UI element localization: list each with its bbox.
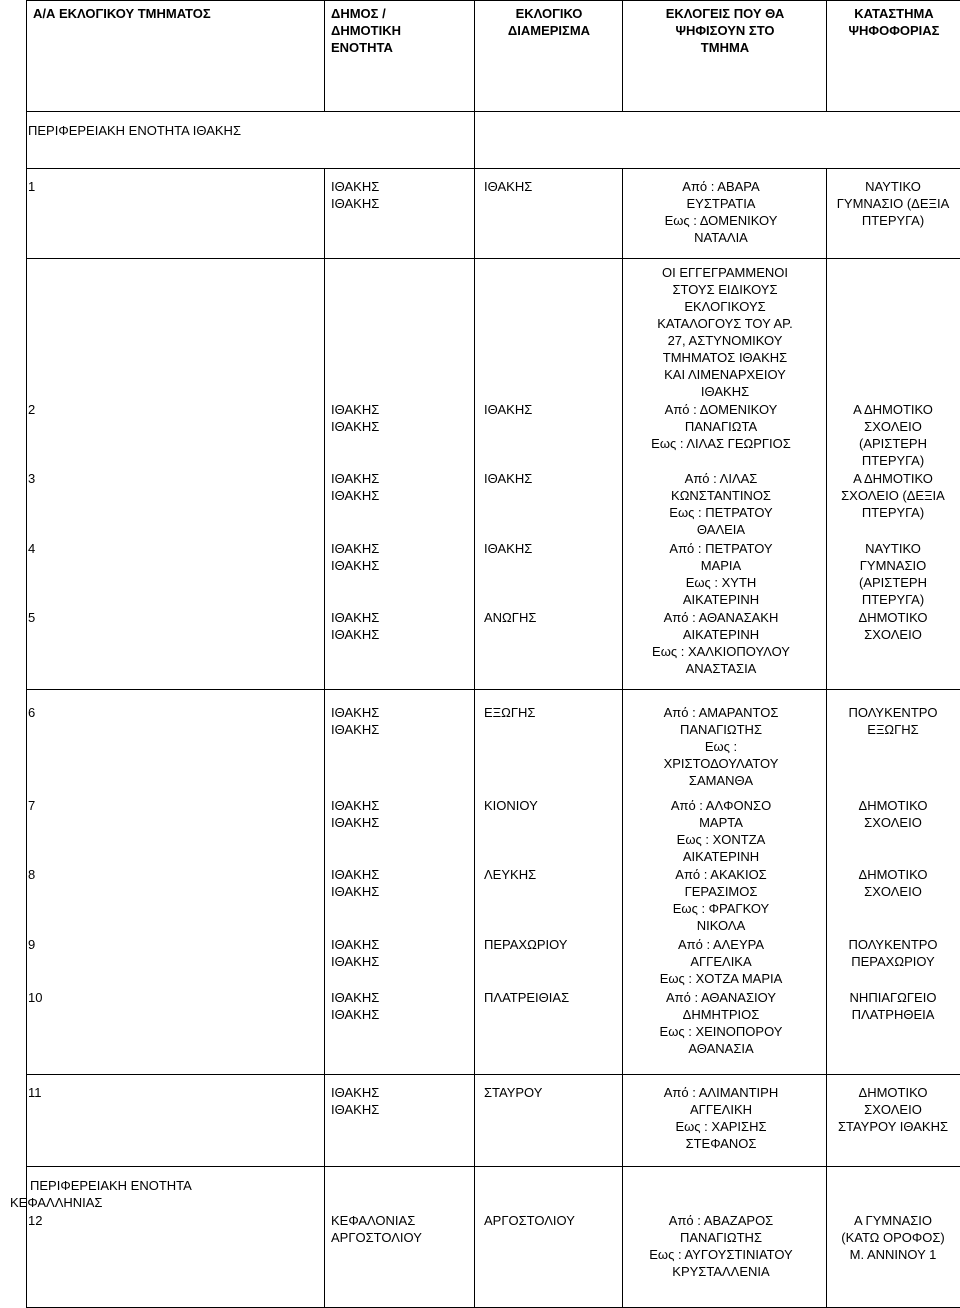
header-store-line: ΨΗΦΟΦΟΡΙΑΣ — [848, 23, 940, 38]
section-number: 1 — [28, 179, 36, 194]
header-municipality-line: ΔΗΜΟΣ / — [331, 6, 386, 21]
polling-store-line: ΣΧΟΛΕΙΟ (ΔΕΞΙΑ — [841, 488, 945, 503]
polling-store-line: ΣΤΑΥΡΟΥ ΙΘΑΚΗΣ — [837, 1119, 949, 1134]
polling-store — [826, 704, 960, 738]
voter-range — [616, 401, 826, 452]
district: ΙΘΑΚΗΣ — [484, 402, 533, 417]
district: ΠΕΡΑΧΩΡΙΟΥ — [484, 937, 568, 952]
municipality-line: ΑΡΓΟΣΤΟΛΙΟΥ — [331, 1230, 422, 1245]
voter-range — [616, 1084, 826, 1152]
voter-range-line: Εως : ΧΕΙΝΟΠΟΡΟΥ — [659, 1024, 783, 1039]
voter-range-line: Από : ΑΚΑΚΙΟΣ — [675, 867, 767, 882]
voter-range-line: ΘΑΛΕΙΑ — [696, 522, 746, 537]
municipality-line: ΙΘΑΚΗΣ — [331, 884, 380, 899]
voter-range-line: ΚΡΥΣΤΑΛΛΕΝΙΑ — [672, 1264, 770, 1279]
voter-range-line: Από : ΑΛΦΟΝΣΟ — [670, 798, 772, 813]
grid-line — [26, 689, 27, 1074]
polling-store-line: ΝΑΥΤΙΚΟ — [865, 179, 921, 194]
voter-range-line: ΧΡΙΣΤΟΔΟΥΛΑΤΟΥ — [663, 756, 779, 771]
section-number: 2 — [28, 402, 36, 417]
voter-range-line: Εως : ΧΑΡΙΣΗΣ — [675, 1119, 767, 1134]
municipality — [331, 540, 471, 574]
voter-range-line: Από : ΑΘΑΝΑΣΑΚΗ — [663, 610, 779, 625]
municipality-line: ΙΘΑΚΗΣ — [331, 541, 380, 556]
district: ΛΕΥΚΗΣ — [484, 867, 537, 882]
municipality — [331, 401, 471, 435]
grid-line — [474, 111, 475, 168]
header-municipality-line: ΕΝΟΤΗΤΑ — [331, 40, 393, 55]
municipality-line: ΙΘΑΚΗΣ — [331, 798, 380, 813]
voter-range-line: ΑΝΑΣΤΑΣΙΑ — [685, 661, 757, 676]
polling-store-line: ΠΤΕΡΥΓΑ) — [861, 213, 925, 228]
polling-store — [826, 989, 960, 1023]
special-note-line: ΚΑΙ ΛΙΜΕΝΑΡΧΕΙΟΥ — [664, 367, 786, 382]
voter-range — [616, 866, 826, 934]
region-kefalonia-title-line: ΠΕΡΙΦΕΡΕΙΑΚΗ ΕΝΟΤΗΤΑ — [30, 1178, 192, 1193]
voter-range-line: ΑΙΚΑΤΕΡΙΝΗ — [682, 592, 760, 607]
polling-store — [826, 1084, 960, 1135]
polling-store — [826, 401, 960, 469]
polling-store-line: ΠΤΕΡΥΓΑ) — [861, 505, 925, 520]
voter-range-line: ΣΑΜΑΝΘΑ — [688, 773, 754, 788]
header-store — [828, 5, 960, 39]
municipality-line: ΙΘΑΚΗΣ — [331, 488, 380, 503]
municipality-line: ΙΘΑΚΗΣ — [331, 627, 380, 642]
voter-range-line: Από : ΑΛΕΥΡΑ — [677, 937, 765, 952]
region-ithaca-title — [28, 122, 468, 139]
grid-line — [324, 1074, 325, 1166]
section-number: 7 — [28, 798, 36, 813]
voter-range-line: Εως : ΠΕΤΡΑΤΟΥ — [669, 505, 773, 520]
municipality-line: ΙΘΑΚΗΣ — [331, 867, 380, 882]
polling-store-line: ΠΕΡΑΧΩΡΙΟΥ — [851, 954, 935, 969]
region-ithaca-title-line: ΠΕΡΙΦΕΡΕΙΑΚΗ ΕΝΟΤΗΤΑ ΙΘΑΚΗΣ — [28, 123, 241, 138]
voter-range-line: ΝΑΤΑΛΙΑ — [694, 230, 748, 245]
grid-line — [474, 1166, 475, 1307]
section-number: 4 — [28, 541, 36, 556]
grid-line — [324, 689, 325, 1074]
municipality — [331, 866, 471, 900]
section-number: 10 — [28, 990, 43, 1005]
district: ΠΛΑΤΡΕΙΘΙΑΣ — [484, 990, 570, 1005]
voter-range-line: Από : ΑΒΑΖΑΡΟΣ — [668, 1213, 774, 1228]
voter-range — [616, 1212, 826, 1280]
voter-range-line: ΑΓΓΕΛΙΚΗ — [689, 1102, 753, 1117]
municipality — [331, 704, 471, 738]
grid-line — [474, 1074, 475, 1166]
voter-range — [616, 609, 826, 677]
polling-store-line: ΔΗΜΟΤΙΚΟ — [858, 610, 928, 625]
district: ΙΘΑΚΗΣ — [484, 541, 533, 556]
municipality-line: ΙΘΑΚΗΣ — [331, 722, 380, 737]
polling-store-line: ΣΧΟΛΕΙΟ — [864, 1102, 922, 1117]
special-note-line: ΟΙ ΕΓΓΕΓΡΑΜΜΕΝΟΙ — [662, 265, 788, 280]
special-note-line: ΚΑΤΑΛΟΓΟΥΣ ΤΟΥ ΑΡ. — [657, 316, 793, 331]
municipality — [331, 936, 471, 970]
municipality-line: ΙΘΑΚΗΣ — [331, 419, 380, 434]
municipality-line: ΙΘΑΚΗΣ — [331, 937, 380, 952]
grid-line — [26, 111, 960, 112]
district: ΕΞΩΓΗΣ — [484, 705, 536, 720]
grid-line — [622, 0, 623, 111]
polling-store-line: ΓΥΜΝΑΣΙΟ — [859, 558, 927, 573]
voter-range-line: Εως : ΦΡΑΓΚΟΥ — [672, 901, 770, 916]
header-municipality-line: ΔΗΜΟΤΙΚΗ — [331, 23, 402, 38]
special-note — [624, 264, 826, 400]
polling-store-line: ΕΞΩΓΗΣ — [867, 722, 919, 737]
municipality-line: ΙΘΑΚΗΣ — [331, 471, 380, 486]
municipality-line: ΙΘΑΚΗΣ — [331, 402, 380, 417]
municipality-line: ΙΘΑΚΗΣ — [331, 705, 380, 720]
voter-range-line: Από : ΑΒΑΡΑ — [682, 179, 760, 194]
voter-range-line: Από : ΑΘΑΝΑΣΙΟΥ — [665, 990, 776, 1005]
polling-store-line: ΣΧΟΛΕΙΟ — [864, 627, 922, 642]
voter-range-line: ΑΓΓΕΛΙΚΑ — [690, 954, 752, 969]
polling-store — [826, 540, 960, 608]
municipality-line: ΙΘΑΚΗΣ — [331, 610, 380, 625]
grid-line — [26, 168, 27, 258]
voter-range — [616, 470, 826, 538]
section-number: 12 — [28, 1213, 43, 1228]
grid-line — [474, 0, 475, 111]
section-number: 9 — [28, 937, 36, 952]
polling-store-line: ΣΧΟΛΕΙΟ — [864, 419, 922, 434]
section-number: 8 — [28, 867, 36, 882]
municipality-line: ΙΘΑΚΗΣ — [331, 990, 380, 1005]
polling-store-line: ΝΑΥΤΙΚΟ — [865, 541, 921, 556]
grid-line — [826, 0, 827, 111]
polling-store-line: ΔΗΜΟΤΙΚΟ — [858, 1085, 928, 1100]
polling-store — [826, 609, 960, 643]
header-voters-line: ΤΜΗΜΑ — [700, 40, 750, 55]
voter-range-line: Εως : ΛΙΛΑΣ ΓΕΩΡΓΙΟΣ — [651, 436, 791, 451]
municipality-line: ΙΘΑΚΗΣ — [331, 1007, 380, 1022]
voter-range-line: Εως : — [704, 739, 738, 754]
district: ΙΘΑΚΗΣ — [484, 471, 533, 486]
municipality — [331, 609, 471, 643]
header-store-line: ΚΑΤΑΣΤΗΜΑ — [854, 6, 934, 21]
grid-line — [26, 1074, 27, 1166]
polling-store-line: ΔΗΜΟΤΙΚΟ — [858, 867, 928, 882]
section-number: 6 — [28, 705, 36, 720]
polling-store-line: Α ΔΗΜΟΤΙΚΟ — [853, 402, 933, 417]
voter-range-line: ΠΑΝΑΓΙΩΤΗΣ — [680, 1230, 762, 1245]
municipality — [331, 1212, 471, 1246]
polling-store-line: (ΚΑΤΩ ΟΡΟΦΟΣ) — [841, 1230, 945, 1245]
municipality-line: ΙΘΑΚΗΣ — [331, 179, 380, 194]
section-number: 5 — [28, 610, 36, 625]
voter-range-line: Από : ΠΕΤΡΑΤΟΥ — [669, 541, 773, 556]
special-note-line: ΕΚΛΟΓΙΚΟΥΣ — [684, 299, 766, 314]
header-district — [476, 5, 622, 39]
municipality-line: ΙΘΑΚΗΣ — [331, 954, 380, 969]
voter-range-line: ΑΙΚΑΤΕΡΙΝΗ — [682, 627, 760, 642]
polling-store-line: ΝΗΠΙΑΓΩΓΕΙΟ — [849, 990, 937, 1005]
voter-range-line: Από : ΛΙΛΑΣ — [684, 471, 758, 486]
district: ΑΡΓΟΣΤΟΛΙΟΥ — [484, 1213, 575, 1228]
voter-range-line: ΠΑΝΑΓΙΩΤΗΣ — [680, 722, 762, 737]
polling-store-line: ΠΤΕΡΥΓΑ) — [861, 453, 925, 468]
municipality — [331, 178, 471, 212]
grid-line — [324, 168, 325, 258]
polling-store — [826, 470, 960, 521]
voter-range-line: Από : ΔΟΜΕΝΙΚΟΥ — [664, 402, 778, 417]
header-municipality — [331, 5, 471, 56]
polling-store-line: (ΑΡΙΣΤΕΡΗ — [859, 436, 927, 451]
voter-range-line: ΝΙΚΟΛΑ — [696, 918, 746, 933]
header-section-line: Α/Α ΕΚΛΟΓΙΚΟΥ ΤΜΗΜΑΤΟΣ — [33, 6, 211, 21]
voter-range-line: ΑΙΚΑΤΕΡΙΝΗ — [682, 849, 760, 864]
header-section — [33, 5, 313, 22]
grid-line — [324, 1166, 325, 1307]
grid-line — [26, 1074, 960, 1075]
grid-line — [474, 689, 475, 1074]
special-note-line: 27, ΑΣΤΥΝΟΜΙΚΟΥ — [667, 333, 783, 348]
polling-store — [826, 1212, 960, 1263]
grid-line — [26, 168, 960, 169]
district: ΙΘΑΚΗΣ — [484, 179, 533, 194]
voter-range-line: Από : ΑΛΙΜΑΝΤΙΡΗ — [663, 1085, 779, 1100]
header-district-line: ΔΙΑΜΕΡΙΣΜΑ — [507, 23, 591, 38]
special-note-line: ΤΜΗΜΑΤΟΣ ΙΘΑΚΗΣ — [662, 350, 788, 365]
polling-store-line: ΠΟΛΥΚΕΝΤΡΟ — [848, 937, 938, 952]
voter-range-line: ΠΑΝΑΓΙΩΤΑ — [684, 419, 758, 434]
polling-store-line: (ΑΡΙΣΤΕΡΗ — [859, 575, 927, 590]
region-kefalonia-title — [10, 1177, 310, 1211]
municipality — [331, 989, 471, 1023]
header-voters — [624, 5, 826, 56]
municipality-line: ΙΘΑΚΗΣ — [331, 196, 380, 211]
voter-range-line: Εως : ΔΟΜΕΝΙΚΟΥ — [664, 213, 778, 228]
municipality — [331, 797, 471, 831]
voter-range-line: Εως : ΧΟΤΖΑ ΜΑΡΙΑ — [659, 971, 783, 986]
voter-range — [616, 178, 826, 246]
grid-line — [26, 258, 960, 259]
polling-store-line: Α ΔΗΜΟΤΙΚΟ — [853, 471, 933, 486]
voter-range-line: ΜΑΡΤΑ — [699, 815, 743, 830]
voter-range — [616, 936, 826, 987]
polling-store-line: Α ΓΥΜΝΑΣΙΟ — [853, 1213, 933, 1228]
voter-range — [616, 989, 826, 1057]
grid-line — [474, 168, 475, 258]
grid-line — [324, 258, 325, 689]
voter-range-line: ΑΘΑΝΑΣΙΑ — [688, 1041, 754, 1056]
voter-range-line: Εως : ΧΥΤΗ — [685, 575, 757, 590]
voter-range — [616, 797, 826, 865]
voter-range — [616, 704, 826, 789]
polling-store-line: Μ. ΑΝΝΙΝΟΥ 1 — [849, 1247, 937, 1262]
polling-store-line: ΓΥΜΝΑΣΙΟ (ΔΕΞΙΑ — [836, 196, 950, 211]
municipality-line: ΙΘΑΚΗΣ — [331, 815, 380, 830]
voter-range-line: ΣΤΕΦΑΝΟΣ — [685, 1136, 757, 1151]
polling-store — [826, 797, 960, 831]
district: ΑΝΩΓΗΣ — [484, 610, 537, 625]
grid-line — [324, 0, 325, 111]
polling-store-line: ΠΟΛΥΚΕΝΤΡΟ — [848, 705, 938, 720]
polling-store-line: ΔΗΜΟΤΙΚΟ — [858, 798, 928, 813]
municipality-line: ΙΘΑΚΗΣ — [331, 558, 380, 573]
grid-line — [26, 258, 27, 689]
municipality-line: ΙΘΑΚΗΣ — [331, 1102, 380, 1117]
polling-store-line: ΠΤΕΡΥΓΑ) — [861, 592, 925, 607]
polling-store-line: ΠΛΑΤΡΗΘΕΙΑ — [851, 1007, 935, 1022]
section-number: 11 — [28, 1085, 42, 1100]
district: ΣΤΑΥΡΟΥ — [484, 1085, 543, 1100]
voter-range-line: ΕΥΣΤΡΑΤΙΑ — [686, 196, 756, 211]
special-note-line: ΙΘΑΚΗΣ — [700, 384, 750, 399]
voter-range-line: Από : ΑΜΑΡΑΝΤΟΣ — [663, 705, 779, 720]
voter-range — [616, 540, 826, 608]
municipality-line: ΚΕΦΑΛΟΝΙΑΣ — [331, 1213, 416, 1228]
polling-store-line: ΣΧΟΛΕΙΟ — [864, 815, 922, 830]
voter-range-line: Εως : ΧΑΛΚΙΟΠΟΥΛΟΥ — [652, 644, 790, 659]
municipality — [331, 470, 471, 504]
grid-line — [474, 258, 475, 689]
voter-range-line: ΚΩΝΣΤΑΝΤΙΝΟΣ — [671, 488, 771, 503]
region-kefalonia-title-line: ΚΕΦΑΛΛΗΝΙΑΣ — [10, 1195, 103, 1210]
special-note-line: ΣΤΟΥΣ ΕΙΔΙΚΟΥΣ — [672, 282, 778, 297]
grid-line — [26, 0, 27, 111]
polling-store — [826, 936, 960, 970]
polling-store — [826, 866, 960, 900]
section-number: 3 — [28, 471, 36, 486]
header-district-line: ΕΚΛΟΓΙΚΟ — [515, 6, 583, 21]
header-voters-line: ΕΚΛΟΓΕΙΣ ΠΟΥ ΘΑ — [665, 6, 785, 21]
voter-range-line: ΔΗΜΗΤΡΙΟΣ — [682, 1007, 760, 1022]
polling-store — [826, 178, 960, 229]
header-voters-line: ΨΗΦΙΣΟΥΝ ΣΤΟ — [675, 23, 775, 38]
voter-range-line: Εως : ΑΥΓΟΥΣΤΙΝΙΑΤΟΥ — [649, 1247, 793, 1262]
municipality-line: ΙΘΑΚΗΣ — [331, 1085, 380, 1100]
grid-line — [26, 1166, 960, 1167]
grid-line — [26, 111, 27, 168]
district: ΚΙΟΝΙΟΥ — [484, 798, 538, 813]
voter-range-line: ΓΕΡΑΣΙΜΟΣ — [684, 884, 758, 899]
voter-range-line: ΜΑΡΙΑ — [700, 558, 742, 573]
municipality — [331, 1084, 471, 1118]
voter-range-line: Εως : ΧΟΝΤΖΑ — [676, 832, 766, 847]
grid-line — [26, 0, 960, 1]
polling-store-line: ΣΧΟΛΕΙΟ — [864, 884, 922, 899]
grid-line — [26, 689, 960, 690]
